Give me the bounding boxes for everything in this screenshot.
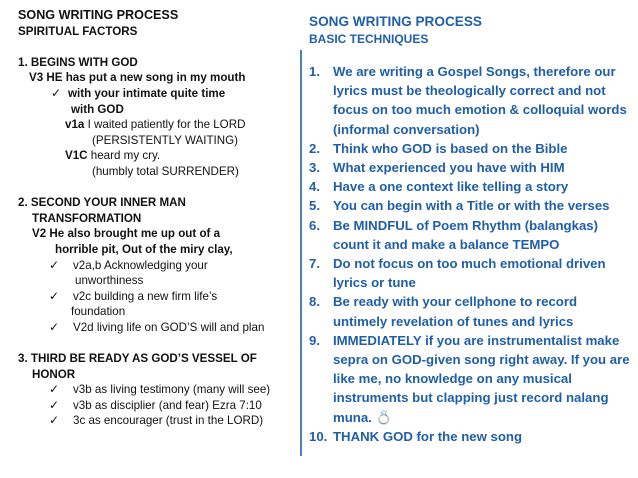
item-text: Be ready with your cellphone to record untimely revelation of tunes and lyrics <box>333 294 578 329</box>
verse-note: (PERSISTENTLY WAITING) <box>92 133 239 147</box>
verse-v1a <box>18 117 300 133</box>
item-number: 4. <box>309 179 320 195</box>
item-text: IMMEDIATELY if you are instrumentalist make sepra on GOD-given song right away. If you are like me, no knowledge on any musical instruments but clapping just record nalang muna. 💍 <box>333 332 630 425</box>
section-2-heading: 2. SECOND YOUR INNER MAN <box>18 196 186 210</box>
item-text: Do not focus on too much emotional driven lyrics or tune <box>333 256 606 291</box>
item-text: What experienced you have with HIM <box>333 160 565 176</box>
technique-item <box>309 158 634 177</box>
checklist-text: v2c building a new firm life’s <box>73 289 218 303</box>
technique-item <box>309 292 634 330</box>
section-1-verse: V3 HE has put a new song in my mouth <box>29 71 246 85</box>
section-2-verse-cont: horrible pit, Out of the miry clay, <box>55 242 233 256</box>
verse-text: I waited patiently for the LORD <box>84 118 246 132</box>
item-number: 5. <box>309 198 320 214</box>
checkmark-icon: ✓ <box>49 413 60 428</box>
item-text: Be MINDFUL of Poem Rhythm (balangkas) count it and make a balance TEMPO <box>333 217 598 252</box>
left-title: SONG WRITING PROCESS <box>18 8 179 22</box>
checklist-item <box>18 398 300 414</box>
checkmark-icon: ✓ <box>51 85 62 100</box>
section-3-heading: 3. THIRD BE READY AS GOD’S VESSEL OF <box>18 352 257 366</box>
checklist-item <box>18 258 300 274</box>
technique-item <box>309 427 634 446</box>
checklist-item <box>18 320 300 336</box>
technique-item <box>309 196 634 215</box>
verse-ref: V1C <box>65 149 88 163</box>
technique-item <box>309 62 634 139</box>
checklist-text: v3b as living testimony (many will see) <box>73 383 271 397</box>
checklist-text: V2d living life on GOD’S will and plan <box>73 320 265 334</box>
checkmark-icon: ✓ <box>49 382 60 397</box>
verse-note: (humbly total SURRENDER) <box>92 164 239 178</box>
item-number: 7. <box>309 256 320 272</box>
verse-ref: v1a <box>65 118 85 132</box>
checkmark-icon: ✓ <box>49 397 60 412</box>
checklist-text: v2a,b Acknowledging your <box>73 258 208 272</box>
section-1-heading: 1. BEGINS WITH GOD <box>18 55 138 69</box>
checkmark-icon: ✓ <box>49 257 60 272</box>
technique-item <box>309 177 634 196</box>
item-number: 3. <box>309 160 320 176</box>
item-number: 8. <box>309 294 320 310</box>
item-number: 1. <box>309 64 320 79</box>
technique-item <box>309 254 634 292</box>
basic-techniques-column <box>309 12 634 446</box>
item-text: Have a one context like telling a story <box>333 179 569 195</box>
item-text: We are writing a Gospel Songs, therefore our lyrics must be theologically correct and not focus on too much emotion & colloquial words (informal conversation) <box>333 64 627 137</box>
checklist-text-cont: foundation <box>71 305 126 319</box>
checklist-text-cont: with GOD <box>71 102 124 116</box>
technique-item <box>309 139 634 158</box>
checkmark-icon: ✓ <box>49 288 60 303</box>
verse-v1c <box>18 148 300 164</box>
checklist-item <box>18 413 300 429</box>
item-number: 6. <box>309 217 320 233</box>
technique-item <box>309 216 634 254</box>
item-number: 10. <box>309 428 328 444</box>
checklist-text-cont: unworthiness <box>75 274 144 288</box>
checklist-text: v3b as disciplier (and fear) Ezra 7:10 <box>73 398 262 412</box>
item-text: Think who GOD is based on the Bible <box>333 140 568 156</box>
right-subtitle: BASIC TECHNIQUES <box>309 32 429 46</box>
checklist-item <box>18 289 300 305</box>
left-subtitle: SPIRITUAL FACTORS <box>18 24 138 38</box>
techniques-list <box>309 62 634 446</box>
checklist-item <box>18 382 300 398</box>
item-number: 2. <box>309 140 320 156</box>
section-3-heading-cont: HONOR <box>32 367 76 381</box>
checklist-item <box>18 86 300 102</box>
item-number: 9. <box>309 332 320 348</box>
checklist-text: with your intimate quite time <box>68 86 226 100</box>
right-title: SONG WRITING PROCESS <box>309 14 482 29</box>
checkmark-icon: ✓ <box>49 319 60 334</box>
item-text: You can begin with a Title or with the verses <box>333 198 610 214</box>
section-2-heading-cont: TRANSFORMATION <box>32 211 142 225</box>
checklist-text: 3c as encourager (trust in the LORD) <box>73 414 264 428</box>
spiritual-factors-column <box>18 8 300 429</box>
item-text: THANK GOD for the new song <box>333 428 523 444</box>
technique-item <box>309 331 634 427</box>
verse-text: heard my cry. <box>87 149 161 163</box>
section-2-verse: V2 He also brought me up out of a <box>32 227 221 241</box>
column-divider <box>300 50 302 456</box>
